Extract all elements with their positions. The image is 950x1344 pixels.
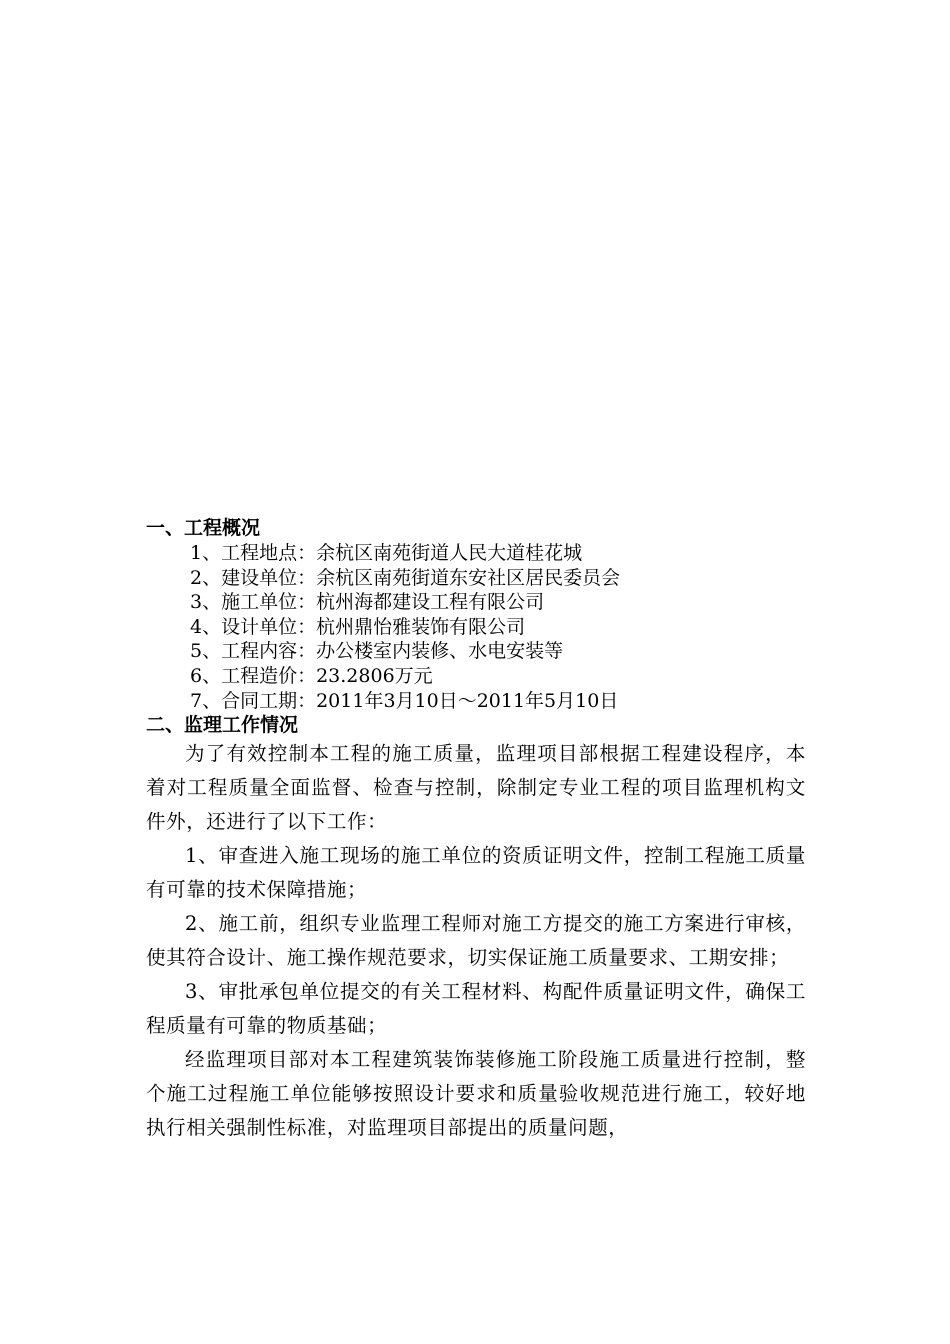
overview-item-owner: 2、建设单位：余杭区南苑街道东安社区居民委员会 xyxy=(190,566,621,589)
overview-item-scope: 5、工程内容：办公楼室内装修、水电安装等 xyxy=(190,640,564,663)
overview-item-location: 1、工程地点：余杭区南苑街道人民大道桂花城 xyxy=(190,542,583,564)
section-heading-supervision: 二、监理工作情况 xyxy=(146,714,299,736)
overview-item-cost: 6、工程造价：23.2806万元 xyxy=(190,664,433,687)
overview-list xyxy=(190,541,620,713)
supervision-body xyxy=(146,737,806,1145)
overview-item-designer: 4、设计单位：杭州鼎怡雅装饰有限公司 xyxy=(190,615,526,638)
paragraph-item-1: 1、审查进入施工现场的施工单位的资质证明文件，控制工程施工质量有可靠的技术保障措施； xyxy=(146,844,806,901)
paragraph-intro: 为了有效控制本工程的施工质量，监理项目部根据工程建设程序，本着对工程质量全面监督、检查与控制，除制定专业工程的项目监理机构文件外，还进行了以下工作： xyxy=(146,742,806,833)
paragraph-item-2: 2、施工前，组织专业监理工程师对施工方提交的施工方案进行审核，使其符合设计、施工操作规范要求，切实保证施工质量要求、工期安排； xyxy=(146,912,806,969)
paragraph-summary: 经监理项目部对本工程建筑装饰装修施工阶段施工质量进行控制，整个施工过程施工单位能够按照设计要求和质量验收规范进行施工，较好地执行相关强制性标准，对监理项目部提出的质量问题， xyxy=(146,1048,806,1139)
section-heading-overview: 一、工程概况 xyxy=(146,517,261,539)
paragraph-item-3: 3、审批承包单位提交的有关工程材料、构配件质量证明文件，确保工程质量有可靠的物质基础； xyxy=(146,980,806,1037)
overview-item-contractor: 3、施工单位：杭州海都建设工程有限公司 xyxy=(190,591,545,614)
overview-item-duration: 7、合同工期：2011年3月10日～2011年5月10日 xyxy=(190,689,619,712)
